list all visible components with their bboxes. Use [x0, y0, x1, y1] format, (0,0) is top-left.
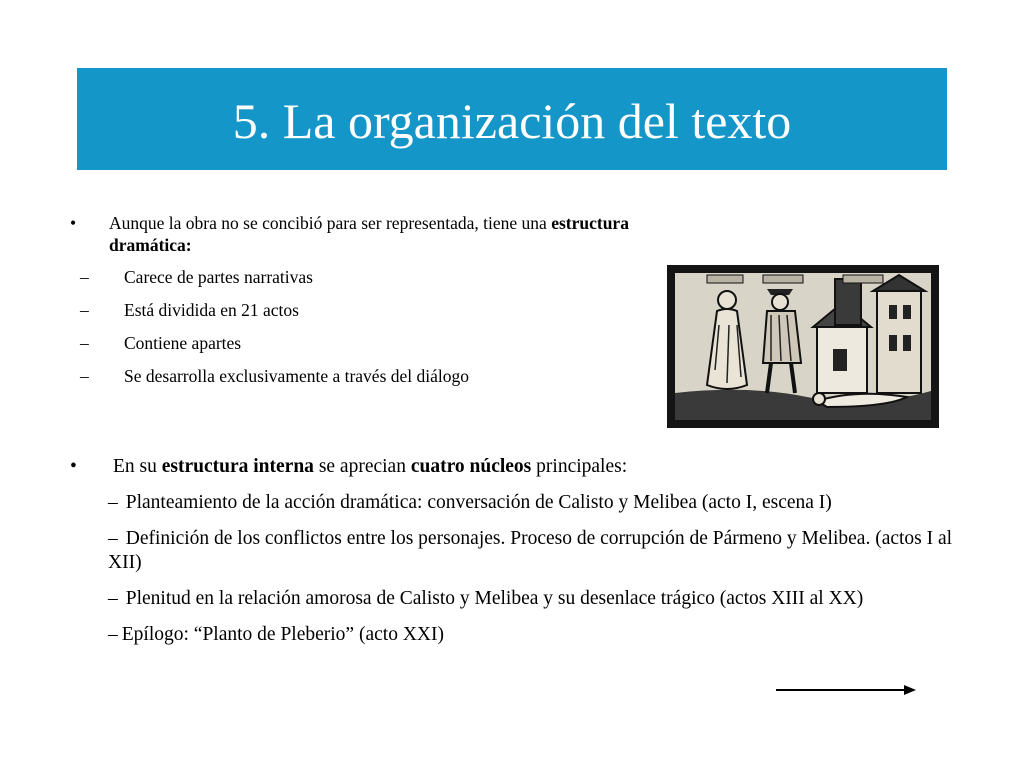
- text-pre: En su: [113, 456, 157, 477]
- list-item: [70, 266, 670, 288]
- epilogue-label: Epílogo:: [121, 624, 189, 645]
- sub-list: [70, 266, 670, 387]
- list-item: [70, 491, 990, 515]
- list-item-epilogue: [70, 623, 990, 647]
- intro-text: Aunque la obra no se concibió para ser representada, tiene una: [109, 213, 547, 233]
- bullet-text: [109, 212, 670, 256]
- list-item-text: Definición de los conflictos entre los personajes. Proceso de corrupción de Pármeno y Melibea. (actos I al XII): [108, 528, 953, 573]
- list-item-text: Está dividida en 21 actos: [124, 300, 299, 320]
- bullet-icon: •: [70, 456, 77, 477]
- list-item: [70, 332, 670, 354]
- list-item: [70, 365, 670, 387]
- list-item-text: Plenitud en la relación amorosa de Calisto y Melibea y su desenlace trágico (actos XIII al XX): [125, 588, 864, 609]
- text-post: principales:: [536, 456, 628, 477]
- dash-icon: –: [108, 528, 118, 549]
- right-arrow-icon: [776, 683, 916, 697]
- epilogue-ref: (acto XXI): [358, 624, 444, 645]
- dash-icon: –: [80, 366, 89, 386]
- list-item-text: Carece de partes narrativas: [124, 267, 313, 287]
- epilogue-quote: “Planto de Pleberio”: [193, 624, 355, 645]
- list-item: [70, 587, 990, 611]
- list-item: [70, 299, 670, 321]
- bold-internal-structure: estructura interna: [161, 456, 314, 477]
- list-item-text: Planteamiento de la acción dramática: conversación de Calisto y Melibea (acto I, escena I): [125, 492, 832, 513]
- bullet-icon: •: [70, 213, 77, 233]
- text-mid: se aprecian: [318, 456, 406, 477]
- woodcut-illustration: [667, 265, 939, 428]
- list-item-text: Contiene apartes: [124, 333, 242, 353]
- bullet-item-internal-structure: [70, 455, 990, 479]
- bold-four-nuclei: cuatro núcleos: [410, 456, 532, 477]
- structure-section: [70, 212, 670, 387]
- list-item-text: Se desarrolla exclusivamente a través del diálogo: [124, 366, 470, 386]
- title-banner: [77, 68, 947, 170]
- dash-icon: –: [80, 267, 89, 287]
- dash-icon: –: [108, 492, 118, 513]
- dash-icon: –: [108, 588, 118, 609]
- slide-title: 5. La organización del texto: [232, 93, 792, 149]
- dash-icon: –: [80, 300, 89, 320]
- dash-icon: –: [108, 624, 118, 645]
- bullet-text: [113, 455, 627, 479]
- internal-structure-section: [70, 455, 990, 647]
- dash-icon: –: [80, 333, 89, 353]
- list-item: [70, 527, 990, 575]
- woodcut-drawing: [667, 265, 939, 428]
- intro-bold-text: estructura dramática:: [109, 213, 629, 255]
- bullet-item-dramatic-structure: [70, 212, 670, 256]
